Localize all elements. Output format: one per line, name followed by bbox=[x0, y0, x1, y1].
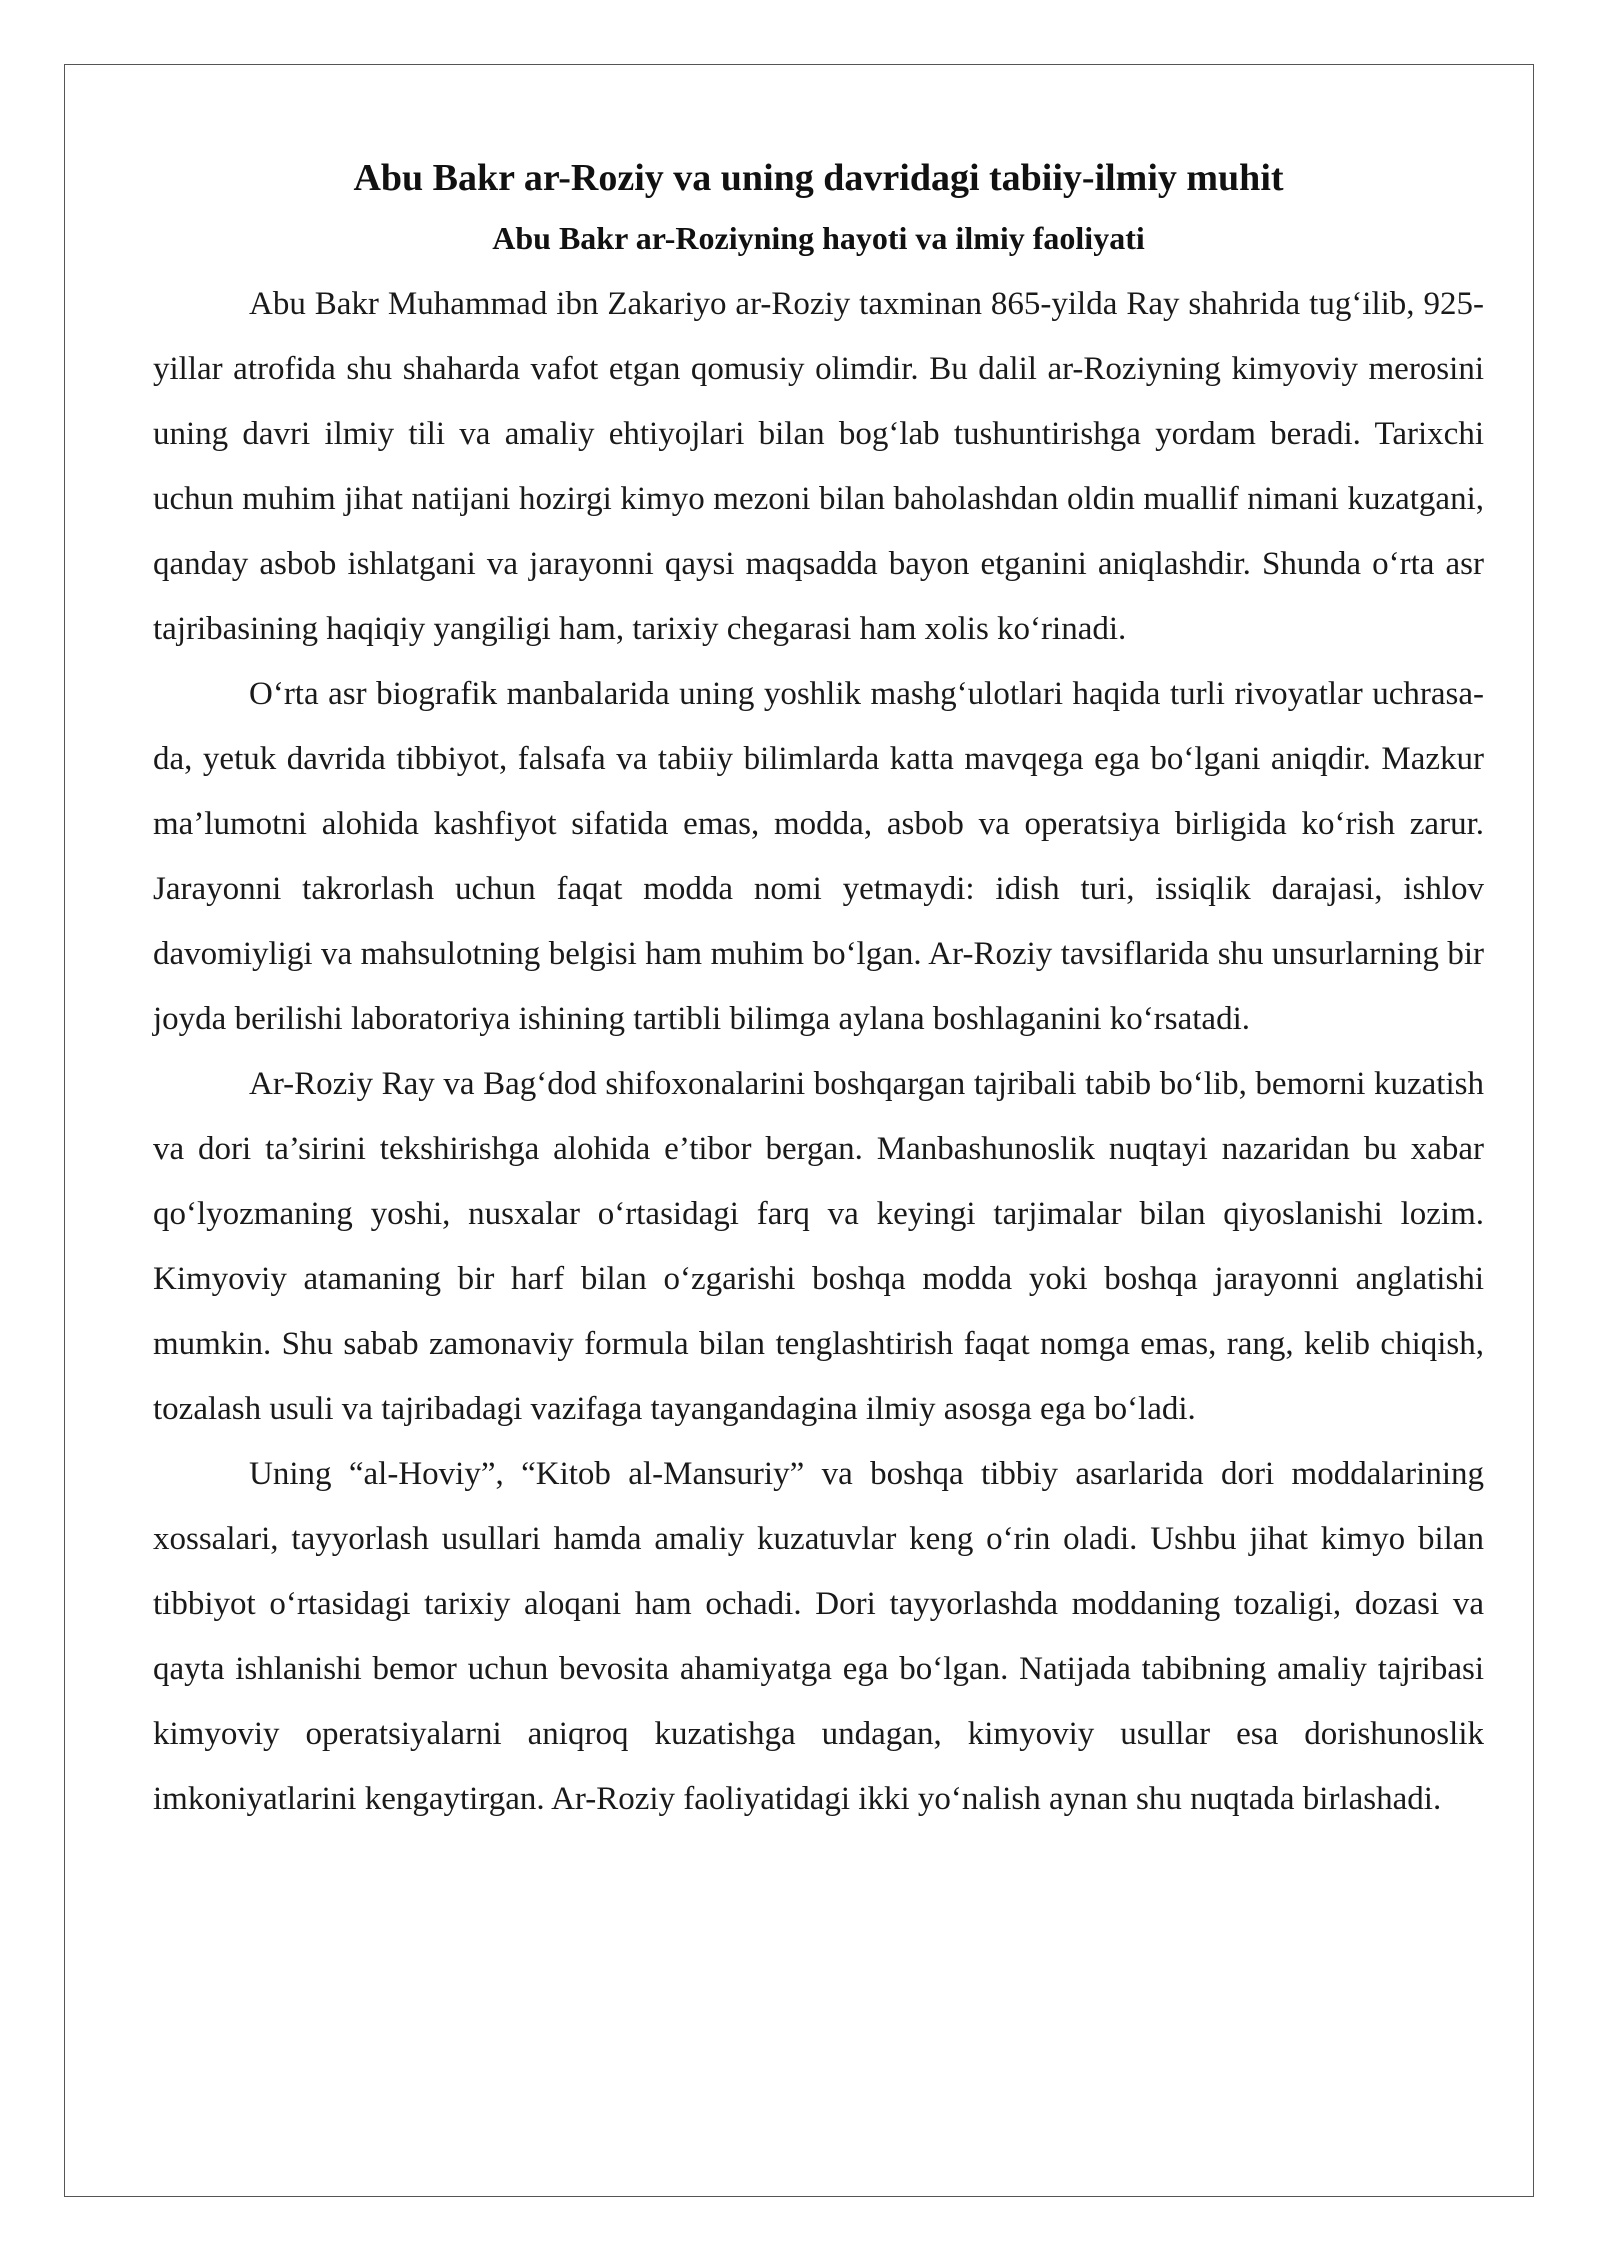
paragraph-4: Uning “al-Hoviy”, “Kitob al-Mansuriy” va boshqa tibbiy asarlarida dori moddalarining xossalari, tayyorlash usullari hamda amaliy kuzatuvlar keng o‘rin oladi. Ushbu jihat kimyo bilan tibbiyot o‘rtasidagi tarixiy aloqani ham ochadi. Dori tayyorlashda moddaning tozaligi, dozasi va qayta ishlanishi bemor uchun bevosita ahamiyatga ega bo‘lgan. Natijada tabibning amaliy tajribasi kimyoviy operatsiyalarni aniqroq kuzatishga undagan, kimyoviy usullar esa dorishunoslik imkoniyatlarini kengaytirgan. Ar-Roziy faoliyatidagi ikki yo‘nalish aynan shu nuqtada birlashadi. bbox=[153, 1456, 1484, 1817]
document-title: Abu Bakr ar-Roziy va uning davridagi tabiiy-ilmiy muhit bbox=[353, 157, 1284, 199]
paragraph-2: O‘rta asr biografik manbalarida uning yoshlik mashg‘ulotlari haqida turli rivoyatlar uchrasa-da, yetuk davrida tibbiyot, falsafa va tabiiy bilimlarda katta mavqega ega bo‘lgani aniqdir. Mazkur ma’lumotni alohida kashfiyot sifatida emas, modda, asbob va operatsiya birligida ko‘rish zarur. Jarayonni takrorlash uchun faqat modda nomi yetmaydi: idish turi, issiqlik darajasi, ishlov davomiyligi va mahsulotning belgisi ham muhim bo‘lgan. Ar-Roziy tavsiflarida shu unsurlarning bir joyda berilishi laboratoriya ishining tartibli bilimga aylana boshlaganini ko‘rsatadi. bbox=[153, 676, 1484, 1037]
paragraph-3: Ar-Roziy Ray va Bag‘dod shifoxonalarini boshqargan tajribali tabib bo‘lib, bemorni kuzatish va dori ta’sirini tekshirishga alohida e’tibor bergan. Manbashunoslik nuqtayi nazaridan bu xabar qo‘lyozmaning yoshi, nusxalar o‘rtasidagi farq va keyingi tarjimalar bilan qiyoslanishi lozim. Kimyoviy atamaning bir harf bilan o‘zgarishi boshqa modda yoki boshqa jarayonni anglatishi mumkin. Shu sabab zamonaviy formula bilan tenglashtirish faqat nomga emas, rang, kelib chiqish, tozalash usuli va tajribadagi vazifaga tayangandagina ilmiy asosga ega bo‘ladi. bbox=[153, 1066, 1484, 1427]
paragraph-1: Abu Bakr Muhammad ibn Zakariyo ar-Roziy taxminan 865-yilda Ray shahrida tug‘ilib, 925-yillar atrofida shu shaharda vafot etgan qomusiy olimdir. Bu dalil ar-Roziyning kimyoviy merosini uning davri ilmiy tili va amaliy ehtiyojlari bilan bog‘lab tushuntirishga yordam beradi. Tarixchi uchun muhim jihat natijani hozirgi kimyo mezoni bilan baholashdan oldin muallif nimani kuzatgani, qanday asbob ishlatgani va jarayonni qaysi maqsadda bayon etganini aniqlashdir. Shunda o‘rta asr tajribasining haqiqiy yangiligi ham, tarixiy chegarasi ham xolis ko‘rinadi. bbox=[153, 286, 1484, 647]
section-heading: Abu Bakr ar-Roziyning hayoti va ilmiy faoliyati bbox=[492, 220, 1145, 256]
document-body bbox=[153, 148, 1484, 1832]
